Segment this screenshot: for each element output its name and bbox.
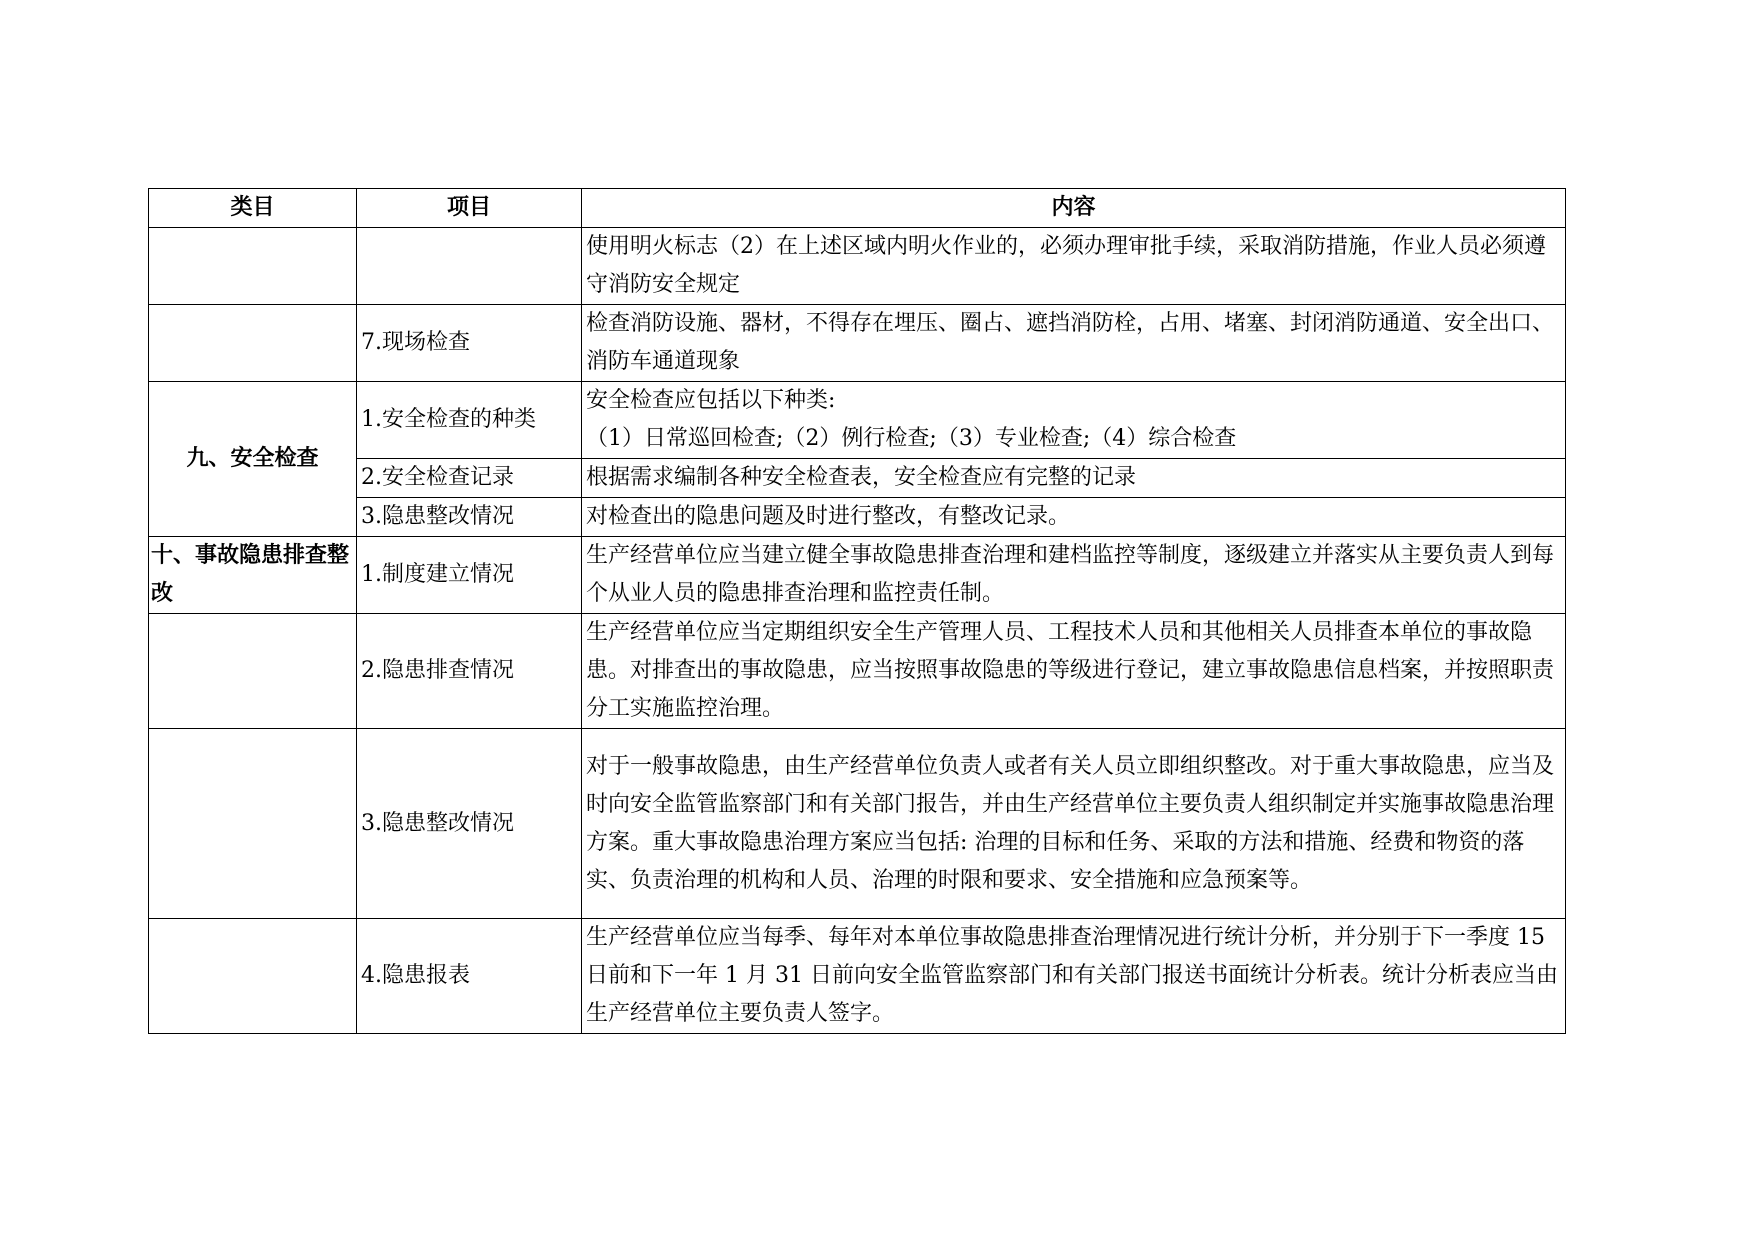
item-cell: 2.安全检查记录 — [357, 459, 582, 498]
item-cell: 1.制度建立情况 — [357, 537, 582, 614]
header-content: 内容 — [582, 189, 1566, 228]
content-cell — [582, 382, 1566, 459]
table-row — [149, 498, 1566, 537]
header-row — [149, 189, 1566, 228]
table-row — [149, 614, 1566, 729]
item-cell: 2.隐患排查情况 — [357, 614, 582, 729]
item-cell: 3.隐患整改情况 — [357, 498, 582, 537]
content-cell: 对于一般事故隐患，由生产经营单位负责人或者有关人员立即组织整改。对于重大事故隐患，应当及时向安全监管监察部门和有关部门报告，并由生产经营单位主要负责人组织制定并实施事故隐患治理方案。重大事故隐患治理方案应当包括: 治理的目标和任务、采取的方法和措施、经费和物资的落实、负责治理的机构和人员、治理的时限和要求、安全措施和应急预案等。 — [582, 729, 1566, 919]
item-cell: 4.隐患报表 — [357, 919, 582, 1034]
category-cell — [149, 305, 357, 382]
content-cell: 生产经营单位应当每季、每年对本单位事故隐患排查治理情况进行统计分析，并分别于下一季度 15 日前和下一年 1 月 31 日前向安全监管监察部门和有关部门报送书面统计分析表。统计分析表应当由生产经营单位主要负责人签字。 — [582, 919, 1566, 1034]
content-cell: 生产经营单位应当建立健全事故隐患排查治理和建档监控等制度，逐级建立并落实从主要负责人到每个从业人员的隐患排查治理和监控责任制。 — [582, 537, 1566, 614]
content-cell: 根据需求编制各种安全检查表，安全检查应有完整的记录 — [582, 459, 1566, 498]
content-cell: 生产经营单位应当定期组织安全生产管理人员、工程技术人员和其他相关人员排查本单位的事故隐患。对排查出的事故隐患，应当按照事故隐患的等级进行登记，建立事故隐患信息档案，并按照职责分工实施监控治理。 — [582, 614, 1566, 729]
header-item: 项目 — [357, 189, 582, 228]
content-cell: 对检查出的隐患问题及时进行整改，有整改记录。 — [582, 498, 1566, 537]
category-cell: 九、安全检查 — [149, 382, 357, 537]
table-row — [149, 382, 1566, 459]
table-row — [149, 459, 1566, 498]
header-category: 类目 — [149, 189, 357, 228]
table-row — [149, 537, 1566, 614]
category-cell: 十、事故隐患排查整改 — [149, 537, 357, 614]
category-cell — [149, 919, 357, 1034]
table-header — [149, 189, 1566, 228]
content-line: （1）日常巡回检查;（2）例行检查;（3）专业检查;（4）综合检查 — [586, 426, 1237, 451]
item-cell: 1.安全检查的种类 — [357, 382, 582, 459]
table-row — [149, 305, 1566, 382]
table-row — [149, 919, 1566, 1034]
table-row — [149, 228, 1566, 305]
inspection-table — [148, 188, 1566, 1034]
item-cell: 7.现场检查 — [357, 305, 582, 382]
content-cell: 检查消防设施、器材，不得存在埋压、圈占、遮挡消防栓，占用、堵塞、封闭消防通道、安全出口、消防车通道现象 — [582, 305, 1566, 382]
table-body — [149, 228, 1566, 1034]
category-cell — [149, 228, 357, 305]
table-row — [149, 729, 1566, 919]
category-cell — [149, 729, 357, 919]
category-cell — [149, 614, 357, 729]
item-cell — [357, 228, 582, 305]
content-line: 安全检查应包括以下种类: — [586, 388, 836, 413]
item-cell: 3.隐患整改情况 — [357, 729, 582, 919]
content-cell: 使用明火标志（2）在上述区域内明火作业的，必须办理审批手续，采取消防措施，作业人员必须遵守消防安全规定 — [582, 228, 1566, 305]
